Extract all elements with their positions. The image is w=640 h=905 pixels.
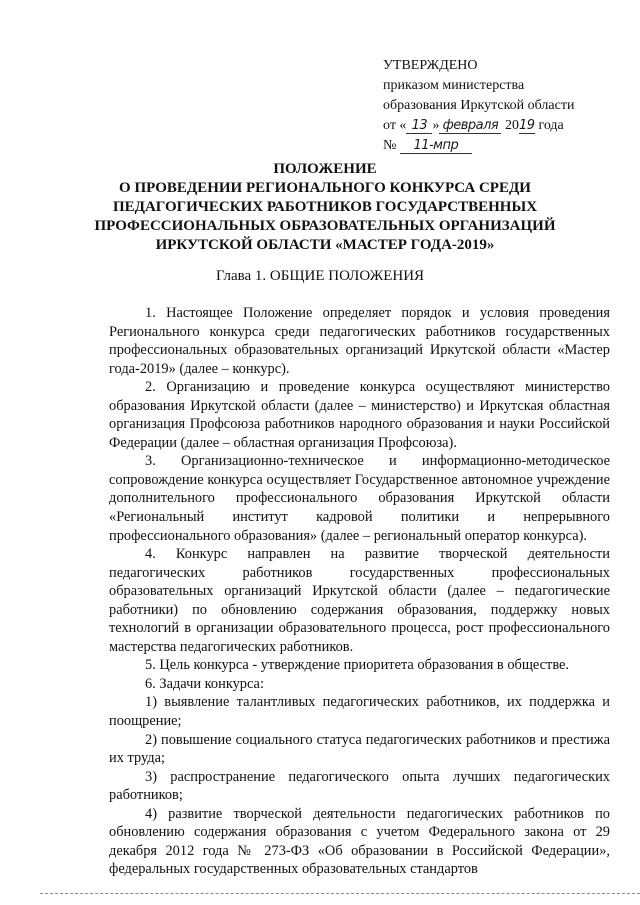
paragraph-6: 6. Задачи конкурса: — [145, 675, 264, 692]
date-year-prefix: 20 — [504, 118, 519, 133]
paragraph-1: 1. Настоящее Положение определяет порядок и условия проведения Регионального конкурса среди педагогических работников государственных профессиональных образовательных организаций Иркутской области «Мастер года-2019» (далее – конкурс). — [109, 305, 610, 377]
approval-line-1: приказом министерства — [383, 78, 525, 93]
title-line-4: ПРОФЕССИОНАЛЬНЫХ ОБРАЗОВАТЕЛЬНЫХ ОРГАНИЗАЦИЙ — [94, 218, 556, 234]
title-line-5: ИРКУТСКОЙ ОБЛАСТИ «МАСТЕР ГОДА-2019» — [155, 237, 495, 253]
number-prefix: № — [383, 138, 397, 153]
paragraph-8: 2) повышение социального статуса педагогических работников и престижа их труда; — [109, 731, 610, 767]
handwritten-year: 19 — [518, 118, 535, 133]
paragraph-10: 4) развитие творческой деятельности педагогических работников по обновлению содержания образования с учетом Федерального закона от 29 декабря 2012 года № 273-ФЗ «Об образовании в Российской Федерации», федеральных государственных образовательных стандартов — [109, 805, 610, 878]
handwritten-day: 13 — [406, 118, 432, 134]
paragraph-5: 5. Цель конкурса - утверждение приоритета образования в обществе. — [145, 657, 570, 674]
handwritten-number: 11-мпр — [400, 138, 472, 154]
paragraph-4: 4. Конкурс направлен на развитие творческой деятельности педагогических работников государственных профессиональных образовательных организаций Иркутской области (далее – педагогические работники) по обновлению содержания образования, поддержку новых технологий в организации образовательного процесса, рост профессионального мастерства педагогических работников. — [109, 546, 610, 655]
paragraph-9: 3) распространение педагогического опыта лучших педагогических работников; — [109, 768, 610, 804]
chapter-heading: Глава 1. ОБЩИЕ ПОЛОЖЕНИЯ — [215, 268, 425, 284]
title-line-2: О ПРОВЕДЕНИИ РЕГИОНАЛЬНОГО КОНКУРСА СРЕДИ — [119, 180, 531, 196]
date-mid: » — [432, 118, 440, 133]
title-line-1: ПОЛОЖЕНИЕ — [273, 161, 377, 177]
document-body — [109, 304, 610, 879]
approval-number — [383, 136, 623, 156]
page-bottom-divider — [40, 893, 640, 894]
date-prefix: от « — [383, 118, 407, 133]
approval-date — [383, 116, 623, 136]
paragraph-3: 3. Организационно-техническое и информационно-методическое сопровождение конкурса осуществляет Государственное автономное учреждение дополнительного профессионального образования Иркутской области «Региональный институт кадровой политики и непрерывного профессионального образования» (далее – региональный оператор конкурса). — [109, 453, 610, 544]
paragraph-2: 2. Организацию и проведение конкурса осуществляют министерство образования Иркутской области (далее – министерство) и Иркутская областная организация Профсоюза работников народного образования и науки Российской Федерации (далее – областная организация Профсоюза). — [109, 379, 610, 451]
approval-block — [383, 56, 623, 156]
approval-heading: УТВЕРЖДЕНО — [383, 58, 478, 73]
paragraph-7: 1) выявление талантливых педагогических работников, их поддержка и поощрение; — [109, 694, 610, 730]
date-suffix: года — [538, 118, 564, 133]
handwritten-month: февраля — [439, 118, 501, 134]
document-title — [90, 160, 560, 255]
approval-line-2: образования Иркутской области — [383, 98, 575, 113]
title-line-3: ПЕДАГОГИЧЕСКИХ РАБОТНИКОВ ГОСУДАРСТВЕННЫХ — [112, 199, 538, 215]
